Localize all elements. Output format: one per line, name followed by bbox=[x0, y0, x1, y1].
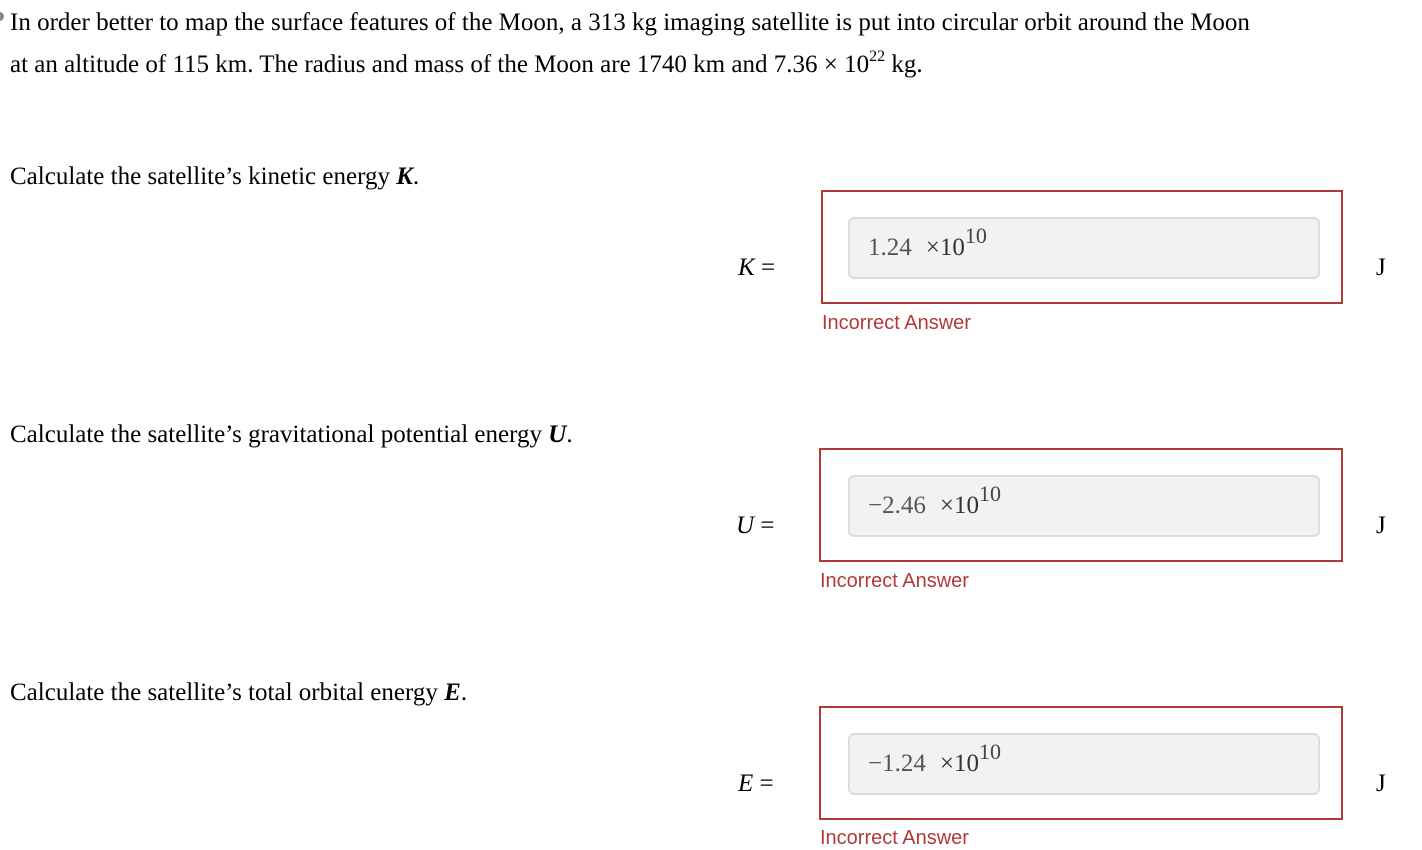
kinetic-energy-status: Incorrect Answer bbox=[822, 312, 971, 334]
times-ten: ×10 bbox=[925, 234, 965, 261]
total-energy-answer-box bbox=[819, 706, 1343, 820]
times-ten: ×10 bbox=[939, 750, 979, 777]
exponent: 22 bbox=[869, 47, 886, 65]
question-potential-energy: Calculate the satellite’s gravitational potential energy U. bbox=[10, 421, 573, 448]
kinetic-energy-input[interactable] bbox=[848, 217, 1320, 279]
problem-line-1: In order better to map the surface features of the Moon, a 313 kg imaging satellite is put into circular orbit around the Moon bbox=[10, 9, 1250, 36]
mantissa-value: 1.24 bbox=[868, 234, 912, 261]
kinetic-energy-label: K = bbox=[738, 254, 776, 281]
potential-energy-answer-box bbox=[819, 448, 1343, 562]
variable-symbol: E bbox=[444, 679, 461, 706]
total-energy-label: E = bbox=[738, 770, 774, 797]
potential-energy-label: U = bbox=[736, 512, 775, 539]
exponent-value: 10 bbox=[978, 481, 1001, 506]
potential-energy-status: Incorrect Answer bbox=[820, 570, 969, 592]
exponent-value: 10 bbox=[978, 739, 1001, 764]
total-energy-input[interactable] bbox=[848, 733, 1320, 795]
kinetic-energy-unit: J bbox=[1376, 254, 1386, 281]
variable-symbol: U bbox=[548, 421, 567, 448]
variable-symbol: K bbox=[396, 163, 413, 190]
exponent-value: 10 bbox=[964, 223, 987, 248]
potential-energy-input[interactable] bbox=[848, 475, 1320, 537]
question-total-energy: Calculate the satellite’s total orbital energy E. bbox=[10, 679, 468, 706]
potential-energy-unit: J bbox=[1376, 512, 1386, 539]
times-ten: ×10 bbox=[939, 492, 979, 519]
problem-statement bbox=[10, 2, 1410, 86]
total-energy-status: Incorrect Answer bbox=[820, 827, 969, 849]
problem-line-2: at an altitude of 115 km. The radius and mass of the Moon are 1740 km and $7.36 \times 10^{22}$ kg. bbox=[10, 47, 923, 78]
question-kinetic-energy: Calculate the satellite’s kinetic energy K. bbox=[10, 163, 420, 190]
bullet-icon bbox=[0, 12, 4, 21]
total-energy-unit: J bbox=[1376, 770, 1386, 797]
kinetic-energy-answer-box bbox=[821, 190, 1343, 304]
mantissa-value: −1.24 bbox=[868, 750, 926, 777]
mantissa-value: −2.46 bbox=[868, 492, 926, 519]
